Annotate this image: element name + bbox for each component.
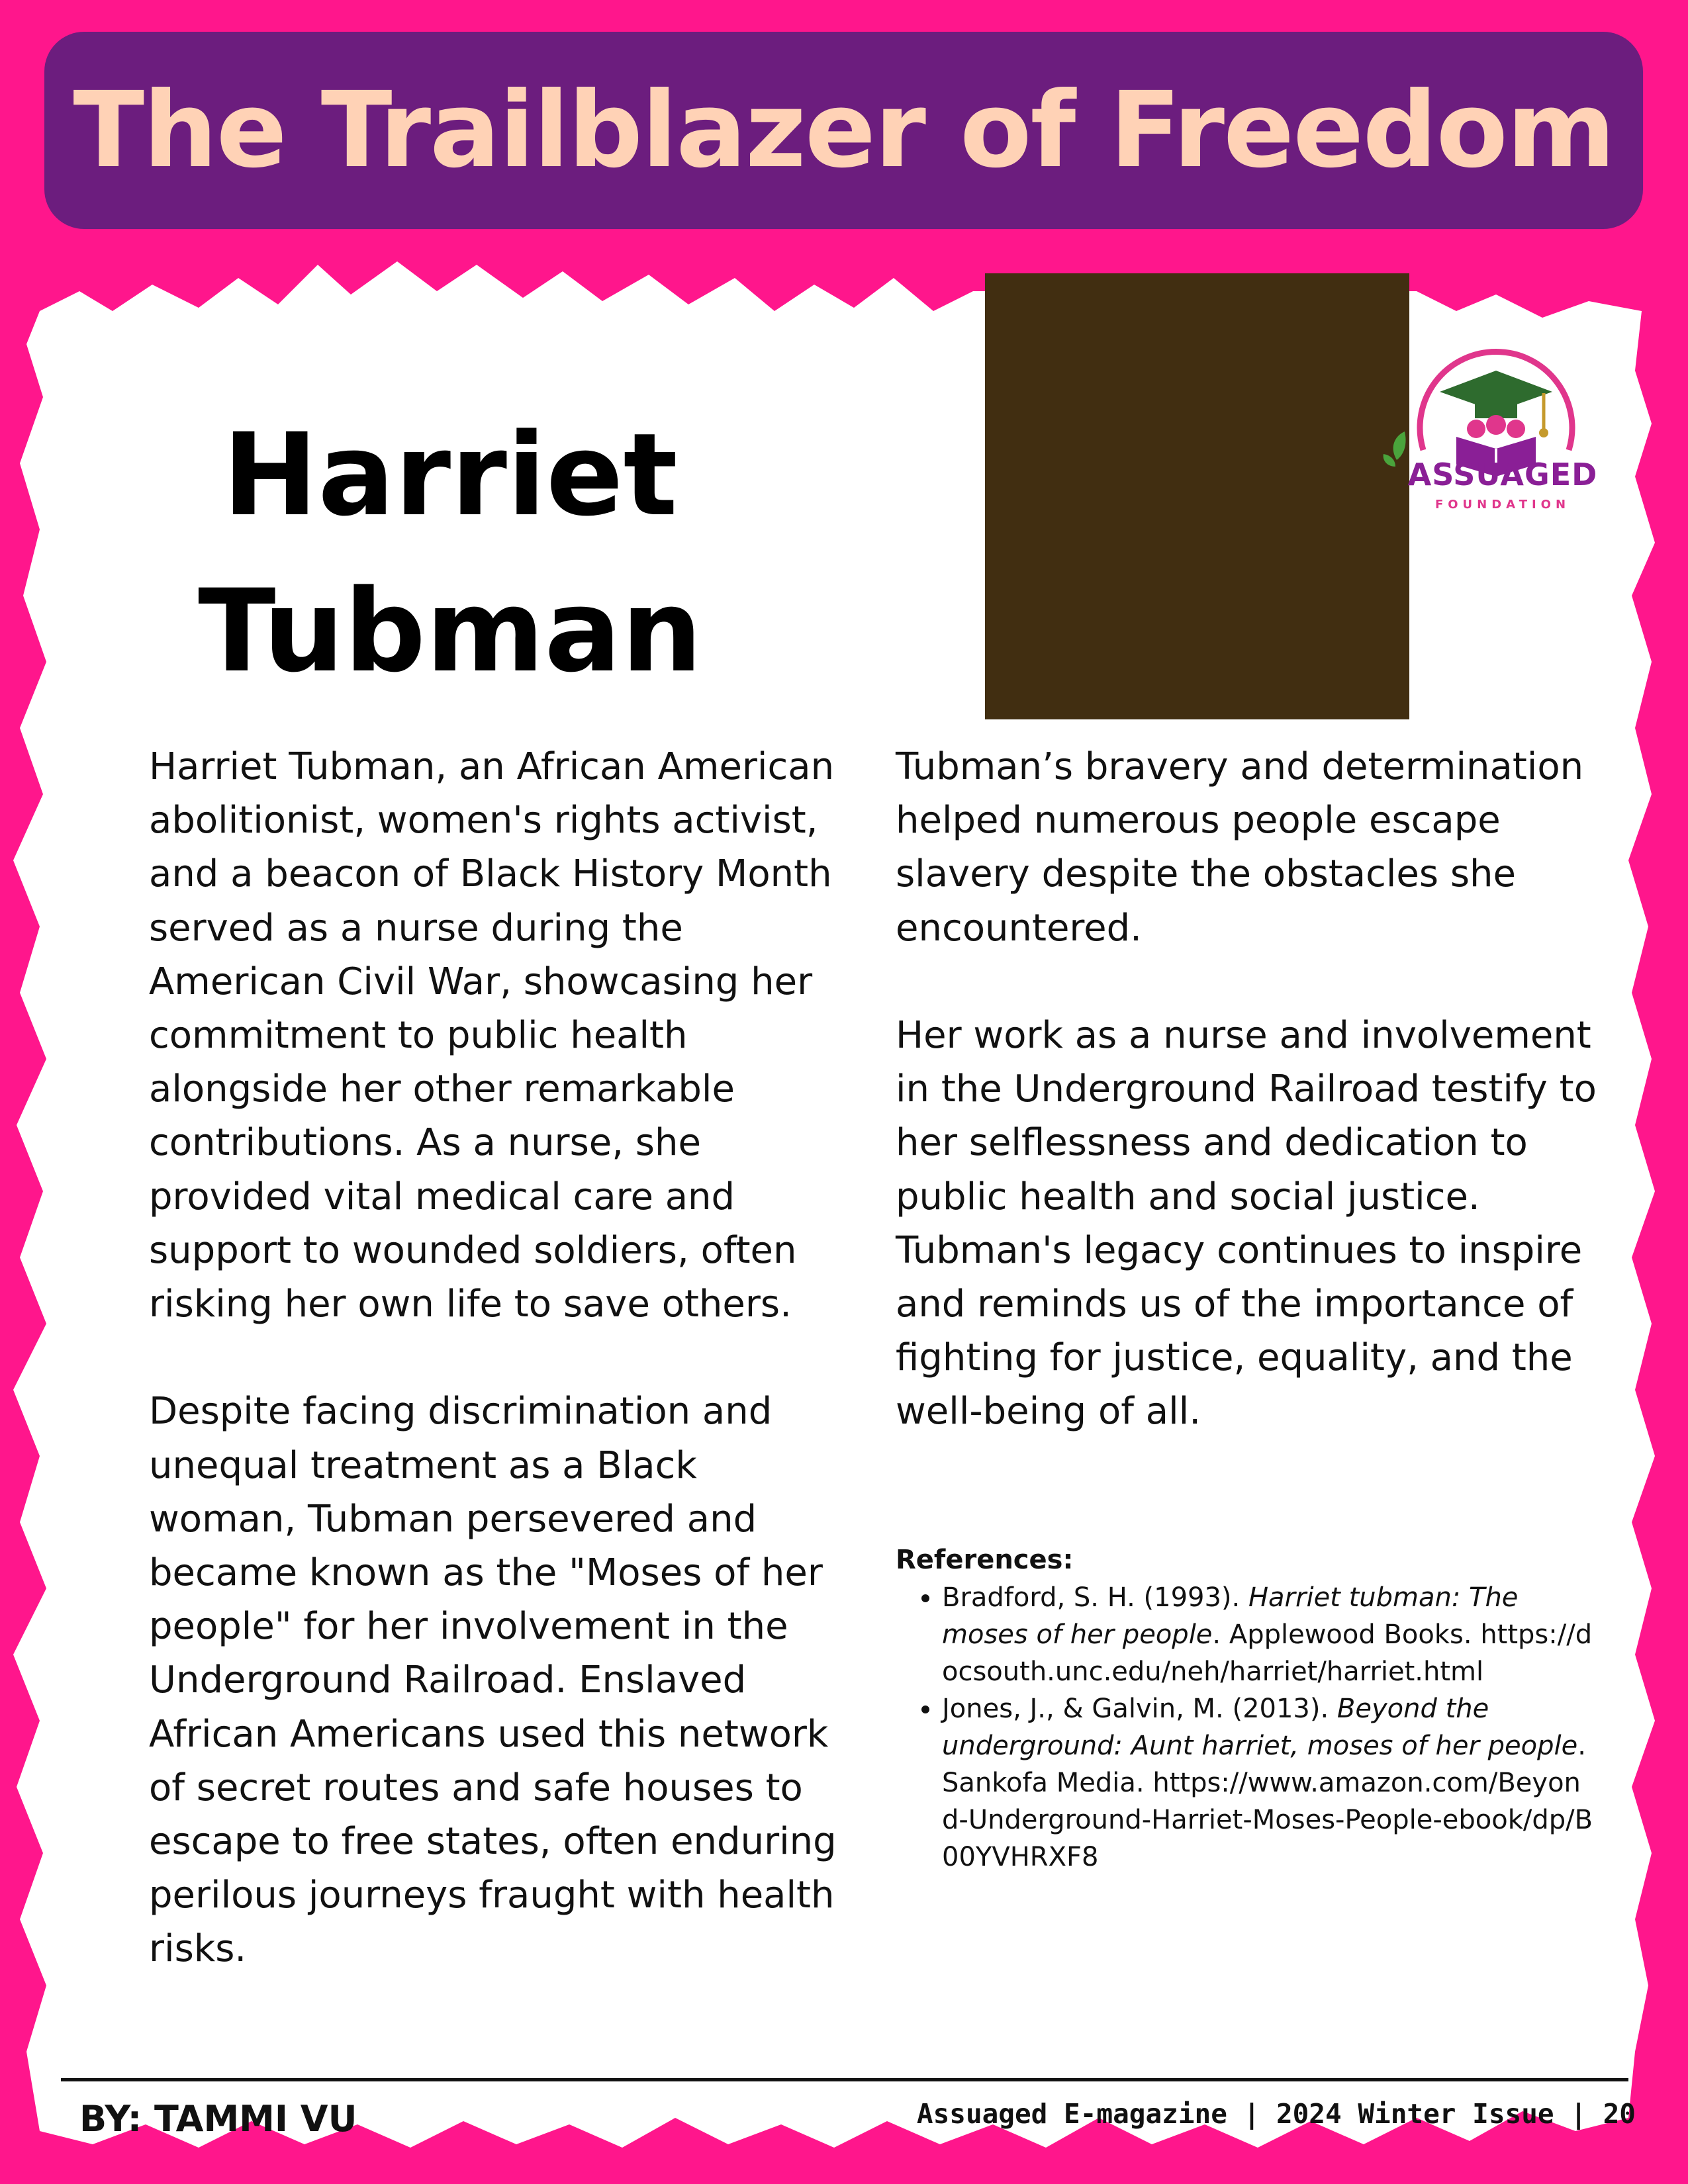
- logo-name: ASSUAGED: [1407, 457, 1598, 492]
- reference-item: [942, 1690, 1597, 1876]
- article-right-column: [896, 740, 1597, 1492]
- reference-author: Bradford, S. H. (1993).: [942, 1582, 1248, 1613]
- references-section: [896, 1545, 1597, 1876]
- article-heading: Harriet Tubman: [198, 408, 702, 698]
- reference-link[interactable]: https://www.amazon.com/Beyond-Underground-Harriet-Moses-People-ebook/dp/B00YVHRXF8: [942, 1768, 1593, 1872]
- article-paragraph: Despite facing discrimination and unequal treatment as a Black woman, Tubman persevered and became known as the "Moses of her people" for her involvement in the Underground Railroad. Enslaved African Americans used this network of secret routes and safe houses to escape to free states, often enduring perilous journeys fraught with health risks.: [149, 1390, 837, 1971]
- page-title: The Trailblazer of Freedom: [73, 69, 1615, 191]
- reference-link[interactable]: https://docsouth.unc.edu/neh/harriet/harriet.html: [942, 1619, 1593, 1687]
- reference-publisher: . Applewood Books.: [1212, 1619, 1472, 1650]
- reference-publisher: . Sankofa Media.: [942, 1731, 1586, 1798]
- footer-divider: [61, 2078, 1628, 2081]
- reference-title: Harriet tubman: The moses of her people: [942, 1582, 1519, 1650]
- portrait-image: [985, 273, 1409, 719]
- issue-info: Assuaged E-magazine | 2024 Winter Issue | 20: [916, 2098, 1636, 2130]
- article-left-column: [149, 740, 844, 2030]
- article-paragraph: Tubman’s bravery and determination helped numerous people escape slavery despite the obstacles she encountered.: [896, 745, 1584, 950]
- article-paragraph: Harriet Tubman, an African American abolitionist, women's rights activist, and a beacon of Black History Month served as a nurse during the American Civil War, showcasing her commitment to public health alongside her other remarkable contributions. As a nurse, she provided vital medical care and support to wounded soldiers, often risking her own life to save others.: [149, 745, 835, 1326]
- logo-subtitle: FOUNDATION: [1434, 498, 1571, 512]
- reference-author: Jones, J., & Galvin, M. (2013).: [942, 1694, 1337, 1724]
- references-label: References:: [896, 1545, 1074, 1575]
- article-paragraph: Her work as a nurse and involvement in the Underground Railroad testify to her selflessness and dedication to public health and social justice. Tubman's legacy continues to inspire and reminds us of the importance of fighting for justice, equality, and the well-being of all.: [896, 1014, 1597, 1433]
- author-byline: BY: TAMMI VU: [79, 2098, 357, 2140]
- references-list: [896, 1579, 1597, 1876]
- title-banner: [44, 32, 1643, 229]
- reference-item: [942, 1579, 1597, 1690]
- reference-title: Beyond the underground: Aunt harriet, moses of her people: [942, 1694, 1578, 1761]
